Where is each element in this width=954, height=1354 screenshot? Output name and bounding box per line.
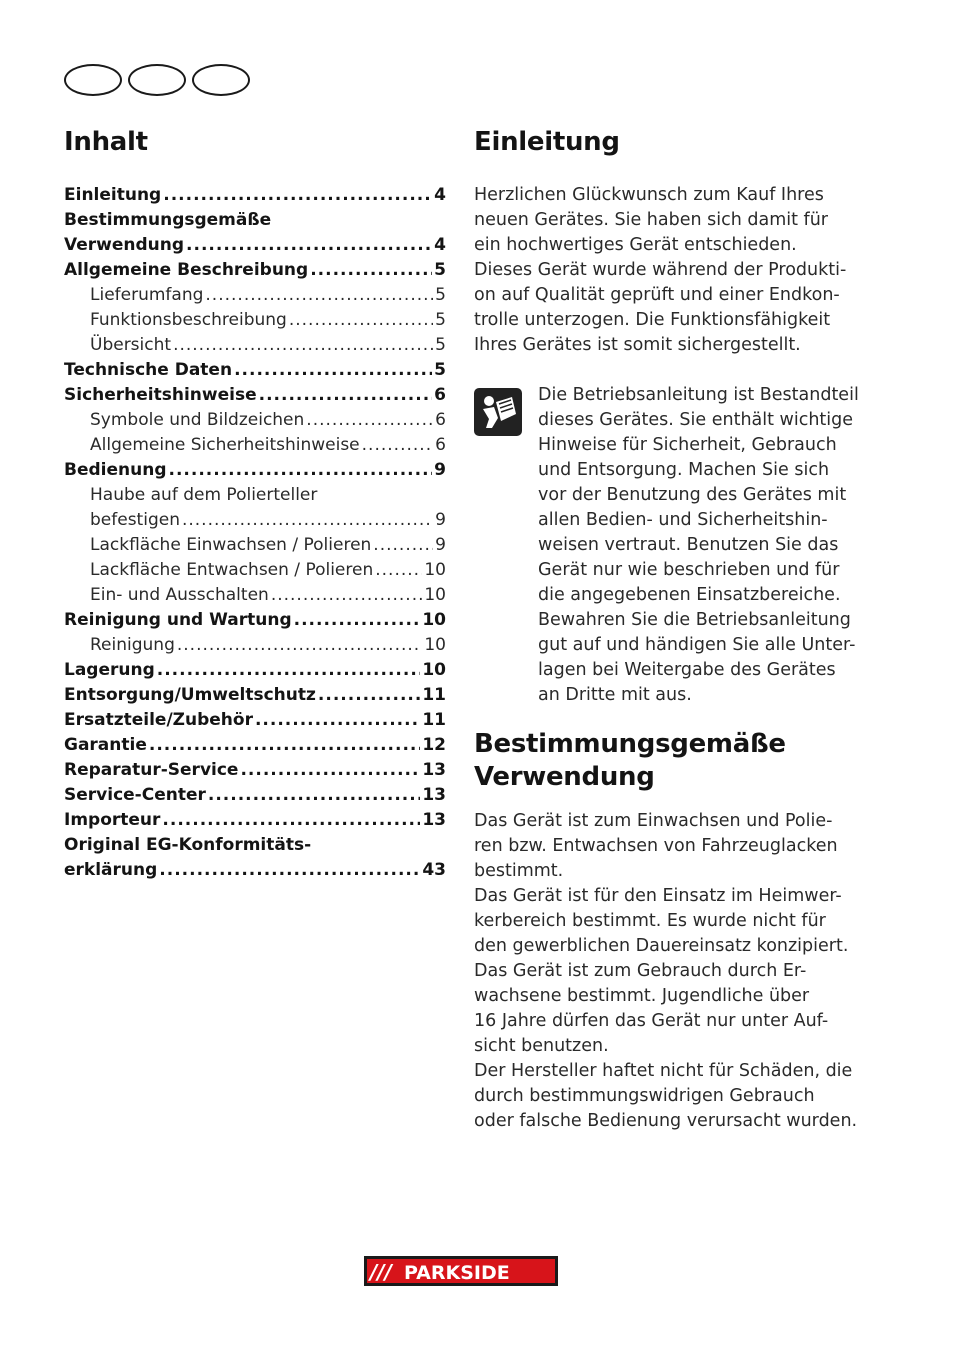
text-line: Herzlichen Glückwunsch zum Kauf Ihres <box>474 185 824 205</box>
toc-entry-title: Übersicht <box>90 335 172 355</box>
toc-leader-dots <box>240 758 420 783</box>
toc-entry[interactable] <box>64 583 446 608</box>
toc-entry-title: Bedienung <box>64 460 167 480</box>
text-line: Das Gerät ist zum Einwachsen und Polie- <box>474 811 833 831</box>
toc-entry[interactable] <box>64 808 446 833</box>
toc-leader-dots <box>186 233 432 258</box>
toc-page-number: 12 <box>422 735 446 755</box>
toc-leader-dots <box>157 658 421 683</box>
text-line: Hinweise für Sicherheit, Gebrauch <box>538 435 837 455</box>
toc-entry[interactable] <box>64 758 446 783</box>
toc-leader-dots <box>318 683 420 708</box>
toc-entry[interactable] <box>64 433 446 458</box>
toc-page-number: 43 <box>422 860 446 880</box>
table-of-contents <box>64 183 446 883</box>
toc-entry-title: erklärung <box>64 860 158 880</box>
toc-leader-dots <box>271 583 423 608</box>
toc-page-number: 9 <box>434 460 446 480</box>
toc-leader-dots <box>205 283 433 308</box>
text-line: Ihres Gerätes ist somit sichergestellt. <box>474 335 801 355</box>
toc-leader-dots <box>289 308 433 333</box>
toc-entry[interactable] <box>64 458 446 483</box>
text-line: allen Bedien- und Sicherheitshin- <box>538 510 828 530</box>
bestimmung-paragraph <box>474 809 857 1134</box>
text-line: ein hochwertiges Gerät entschieden. <box>474 235 797 255</box>
toc-page-number: 5 <box>435 285 446 305</box>
svg-text:PARKSIDE: PARKSIDE <box>404 1262 510 1284</box>
toc-entry[interactable] <box>64 558 446 583</box>
toc-page-number: 5 <box>434 360 446 380</box>
toc-leader-dots <box>162 808 420 833</box>
toc-leader-dots <box>182 508 433 533</box>
manual-note-paragraph <box>538 383 859 708</box>
text-line: ren bzw. Entwachsen von Fahrzeuglacken <box>474 836 838 856</box>
text-line: Bewahren Sie die Betriebsanleitung <box>538 610 851 630</box>
toc-entry-title: Ersatzteile/Zubehör <box>64 710 253 730</box>
toc-page-number: 9 <box>435 510 446 530</box>
toc-entry[interactable] <box>64 683 446 708</box>
read-manual-icon <box>474 388 522 436</box>
language-marker-ovals <box>64 64 254 98</box>
toc-page-number: 6 <box>435 410 446 430</box>
toc-entry-title: Lieferumfang <box>90 285 204 305</box>
toc-page-number: 10 <box>424 585 446 605</box>
toc-page-number: 11 <box>422 710 446 730</box>
text-line: Dieses Gerät wurde während der Produkti- <box>474 260 847 280</box>
text-line: wachsene bestimmt. Jugendliche über <box>474 986 810 1006</box>
text-line: und Entsorgung. Machen Sie sich <box>538 460 830 480</box>
toc-entry[interactable] <box>64 633 446 658</box>
text-line: vor der Benutzung des Gerätes mit <box>538 485 847 505</box>
toc-entry-title: Symbole und Bildzeichen <box>90 410 305 430</box>
toc-entry-title: Reparatur-Service <box>64 760 239 780</box>
toc-leader-dots <box>173 333 433 358</box>
language-oval-2 <box>128 64 186 96</box>
toc-entry-title: Bestimmungsgemäße <box>64 210 272 230</box>
toc-entry-title: Einleitung <box>64 185 162 205</box>
toc-leader-dots <box>373 533 433 558</box>
text-line: Der Hersteller haftet nicht für Schäden, die <box>474 1061 853 1081</box>
text-line: durch bestimmungswidrigen Gebrauch <box>474 1086 815 1106</box>
toc-entry-title: befestigen <box>90 510 180 530</box>
toc-entry[interactable] <box>64 733 446 758</box>
text-line: den gewerblichen Dauereinsatz konzipiert. <box>474 936 849 956</box>
toc-page-number: 10 <box>424 635 446 655</box>
text-line: Die Betriebsanleitung ist Bestandteil <box>538 385 859 405</box>
text-line: dieses Gerätes. Sie enthält wichtige <box>538 410 854 430</box>
toc-entry-title: Lagerung <box>64 660 155 680</box>
toc-entry[interactable] <box>64 483 446 508</box>
toc-title: Inhalt <box>64 127 148 157</box>
toc-entry-title: Ein- und Ausschalten <box>90 585 269 605</box>
language-oval-1 <box>64 64 122 96</box>
toc-entry-title: Importeur <box>64 810 161 830</box>
toc-entry-title: Entsorgung/Umweltschutz <box>64 685 316 705</box>
toc-entry[interactable] <box>64 183 446 208</box>
toc-entry-title: Funktionsbeschreibung <box>90 310 287 330</box>
toc-entry-title: Sicherheitshinweise <box>64 385 257 405</box>
toc-leader-dots <box>177 633 423 658</box>
text-line: gut auf und händigen Sie alle Unter- <box>538 635 856 655</box>
toc-entry[interactable] <box>64 608 446 633</box>
toc-page-number: 13 <box>422 760 446 780</box>
text-line: on auf Qualität geprüft und einer Endkon- <box>474 285 840 305</box>
toc-entry[interactable] <box>64 208 446 233</box>
toc-leader-dots <box>259 383 433 408</box>
toc-entry[interactable] <box>64 533 446 558</box>
toc-entry[interactable] <box>64 258 446 283</box>
text-line: oder falsche Bedienung verursacht wurden. <box>474 1111 858 1131</box>
toc-entry[interactable] <box>64 333 446 358</box>
toc-entry[interactable] <box>64 383 446 408</box>
bestimmung-title-line-1: Bestimmungsgemäße <box>474 729 786 759</box>
toc-entry[interactable] <box>64 283 446 308</box>
toc-entry-title: Haube auf dem Polierteller <box>90 485 318 505</box>
toc-entry[interactable] <box>64 658 446 683</box>
parkside-logo <box>364 1256 558 1286</box>
toc-leader-dots <box>234 358 432 383</box>
toc-leader-dots <box>149 733 420 758</box>
toc-leader-dots <box>306 408 433 433</box>
text-line: Das Gerät ist für den Einsatz im Heimwer- <box>474 886 842 906</box>
toc-entry-title: Allgemeine Beschreibung <box>64 260 309 280</box>
svg-text:///: /// <box>370 1260 392 1284</box>
toc-page-number: 10 <box>422 610 446 630</box>
toc-leader-dots <box>208 783 420 808</box>
bestimmung-title <box>474 728 786 794</box>
text-line: sicht benutzen. <box>474 1036 609 1056</box>
text-line: trolle unterzogen. Die Funktionsfähigkeit <box>474 310 831 330</box>
text-line: bestimmt. <box>474 861 564 881</box>
toc-page-number: 6 <box>434 385 446 405</box>
toc-page-number: 11 <box>422 685 446 705</box>
toc-page-number: 10 <box>424 560 446 580</box>
toc-page-number: 4 <box>434 235 446 255</box>
toc-leader-dots <box>294 608 421 633</box>
toc-page-number: 5 <box>435 310 446 330</box>
toc-page-number: 5 <box>435 335 446 355</box>
toc-page-number: 10 <box>422 660 446 680</box>
text-line: neuen Gerätes. Sie haben sich damit für <box>474 210 828 230</box>
toc-page-number: 13 <box>422 785 446 805</box>
toc-entry[interactable] <box>64 708 446 733</box>
einleitung-title: Einleitung <box>474 127 620 157</box>
toc-entry-title: Service-Center <box>64 785 206 805</box>
text-line: die angegebenen Einsatzbereiche. <box>538 585 841 605</box>
text-line: kerbereich bestimmt. Es wurde nicht für <box>474 911 826 931</box>
toc-entry[interactable] <box>64 833 446 858</box>
bestimmung-title-line-2: Verwendung <box>474 762 655 792</box>
text-line: weisen vertraut. Benutzen Sie das <box>538 535 839 555</box>
language-oval-3 <box>192 64 250 96</box>
toc-entry[interactable] <box>64 858 446 883</box>
toc-entry[interactable] <box>64 508 446 533</box>
toc-leader-dots <box>169 458 433 483</box>
toc-leader-dots <box>163 183 432 208</box>
toc-leader-dots <box>255 708 420 733</box>
toc-entry[interactable] <box>64 408 446 433</box>
text-line: Das Gerät ist zum Gebrauch durch Er- <box>474 961 807 981</box>
text-line: 16 Jahre dürfen das Gerät nur unter Auf- <box>474 1011 829 1031</box>
toc-entry-title: Garantie <box>64 735 147 755</box>
text-line: lagen bei Weitergabe des Gerätes <box>538 660 836 680</box>
toc-page-number: 13 <box>422 810 446 830</box>
einleitung-intro-paragraph <box>474 183 846 358</box>
text-line: Gerät nur wie beschrieben und für <box>538 560 840 580</box>
toc-page-number: 4 <box>434 185 446 205</box>
toc-page-number: 9 <box>435 535 446 555</box>
toc-entry-title: Technische Daten <box>64 360 233 380</box>
toc-leader-dots <box>159 858 420 883</box>
toc-entry-title: Lackfläche Entwachsen / Polieren <box>90 560 374 580</box>
toc-leader-dots <box>362 433 434 458</box>
toc-entry-title: Allgemeine Sicherheitshinweise <box>90 435 360 455</box>
toc-entry[interactable] <box>64 233 446 258</box>
toc-entry-title: Verwendung <box>64 235 185 255</box>
toc-entry[interactable] <box>64 358 446 383</box>
toc-entry[interactable] <box>64 783 446 808</box>
toc-entry-title: Reinigung und Wartung <box>64 610 292 630</box>
toc-page-number: 5 <box>434 260 446 280</box>
text-line: an Dritte mit aus. <box>538 685 692 705</box>
toc-entry[interactable] <box>64 308 446 333</box>
toc-entry-title: Lackfläche Einwachsen / Polieren <box>90 535 372 555</box>
toc-entry-title: Original EG-Konformitäts- <box>64 835 312 855</box>
toc-entry-title: Reinigung <box>90 635 175 655</box>
toc-page-number: 6 <box>435 435 446 455</box>
toc-leader-dots <box>310 258 432 283</box>
toc-leader-dots <box>375 558 422 583</box>
